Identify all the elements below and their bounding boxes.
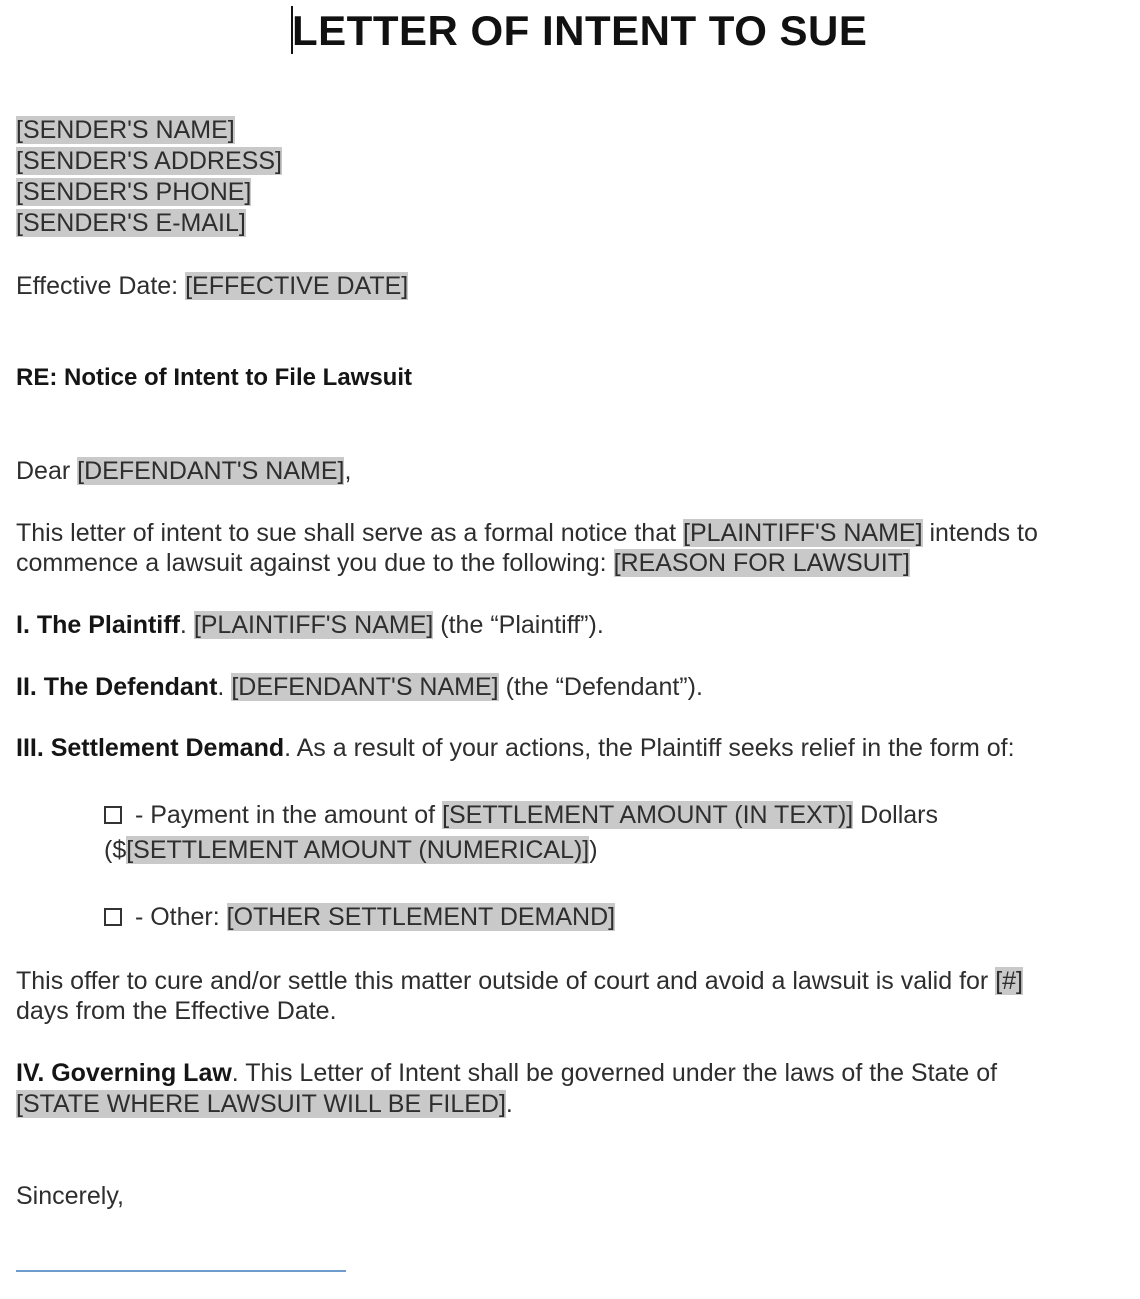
effective-date-line xyxy=(16,271,408,302)
section-settlement-text: . As a result of your actions, the Plaintiff seeks relief in the form of: xyxy=(284,734,1015,762)
section-plaintiff-sep: . xyxy=(179,611,194,639)
payment-paren-close: ) xyxy=(589,836,598,864)
intro-text-2: intends to xyxy=(922,519,1038,547)
settlement-amount-numerical-field[interactable]: [SETTLEMENT AMOUNT (NUMERICAL)] xyxy=(126,836,590,864)
section-plaintiff-field[interactable]: [PLAINTIFF'S NAME] xyxy=(193,611,434,639)
signature-line[interactable] xyxy=(16,1270,346,1272)
section-defendant-heading: II. The Defendant xyxy=(16,673,218,701)
intro-text-1: This letter of intent to sue shall serve as a formal notice that xyxy=(16,519,683,547)
closing: Sincerely, xyxy=(16,1182,124,1210)
section-plaintiff-tail: (the “Plaintiff”). xyxy=(433,611,604,639)
section-plaintiff-heading: I. The Plaintiff xyxy=(16,611,180,639)
offer-line-2: days from the Effective Date. xyxy=(16,997,337,1025)
salutation xyxy=(16,456,351,487)
governing-law-tail: . xyxy=(505,1090,513,1118)
intro-text-3: commence a lawsuit against you due to the following: xyxy=(16,549,614,577)
section-governing-law xyxy=(16,1058,997,1089)
document-title: LETTER OF INTENT TO SUE xyxy=(292,7,868,54)
sender-phone-field[interactable]: [SENDER'S PHONE] xyxy=(16,178,252,206)
payment-paren-open: ($ xyxy=(104,836,127,864)
payment-checkbox[interactable] xyxy=(104,806,122,824)
section-settlement-heading: III. Settlement Demand xyxy=(16,734,285,762)
other-prefix: - Other: xyxy=(128,903,227,931)
settlement-amount-text-field[interactable]: [SETTLEMENT AMOUNT (IN TEXT)] xyxy=(442,801,854,829)
section-defendant-field[interactable]: [DEFENDANT'S NAME] xyxy=(231,673,499,701)
intro-reason-field[interactable]: [REASON FOR LAWSUIT] xyxy=(613,549,910,577)
salutation-defendant-field[interactable]: [DEFENDANT'S NAME] xyxy=(77,457,345,485)
intro-plaintiff-field[interactable]: [PLAINTIFF'S NAME] xyxy=(683,519,923,547)
offer-line-1 xyxy=(16,966,1023,997)
other-settlement-field[interactable]: [OTHER SETTLEMENT DEMAND] xyxy=(226,903,616,931)
effective-date-field[interactable]: [EFFECTIVE DATE] xyxy=(185,272,409,300)
salutation-prefix: Dear xyxy=(16,457,78,485)
payment-mid: Dollars xyxy=(853,801,938,829)
sender-email[interactable] xyxy=(16,208,246,239)
section-plaintiff xyxy=(16,610,604,641)
option-payment-line-1 xyxy=(104,800,938,831)
offer-text-1: This offer to cure and/or settle this matter outside of court and avoid a lawsuit is valid for xyxy=(16,967,996,995)
effective-date-label: Effective Date: xyxy=(16,272,186,300)
section-governing-law-text: . This Letter of Intent shall be governed under the laws of the State of xyxy=(231,1059,998,1087)
section-settlement xyxy=(16,733,1015,764)
sender-phone[interactable] xyxy=(16,177,251,208)
section-defendant-tail: (the “Defendant”). xyxy=(498,673,703,701)
option-payment-line-2 xyxy=(104,835,598,866)
governing-law-state-line xyxy=(16,1089,513,1120)
section-defendant-sep: . xyxy=(217,673,232,701)
offer-days-field[interactable]: [#] xyxy=(995,967,1023,995)
other-checkbox[interactable] xyxy=(104,908,122,926)
sender-name-field[interactable]: [SENDER'S NAME] xyxy=(16,116,235,144)
sender-address-field[interactable]: [SENDER'S ADDRESS] xyxy=(16,147,282,175)
sender-email-field[interactable]: [SENDER'S E-MAIL] xyxy=(16,209,246,237)
section-defendant xyxy=(16,672,703,703)
option-other-line xyxy=(104,902,615,933)
section-governing-law-heading: IV. Governing Law xyxy=(16,1059,232,1087)
intro-line-2 xyxy=(16,548,910,579)
intro-line-1 xyxy=(16,518,1038,549)
salutation-suffix: , xyxy=(344,457,352,485)
re-line: RE: Notice of Intent to File Lawsuit xyxy=(16,364,412,391)
payment-prefix: - Payment in the amount of xyxy=(128,801,443,829)
governing-law-state-field[interactable]: [STATE WHERE LAWSUIT WILL BE FILED] xyxy=(16,1090,506,1118)
sender-address[interactable] xyxy=(16,146,282,177)
sender-name[interactable] xyxy=(16,115,235,146)
